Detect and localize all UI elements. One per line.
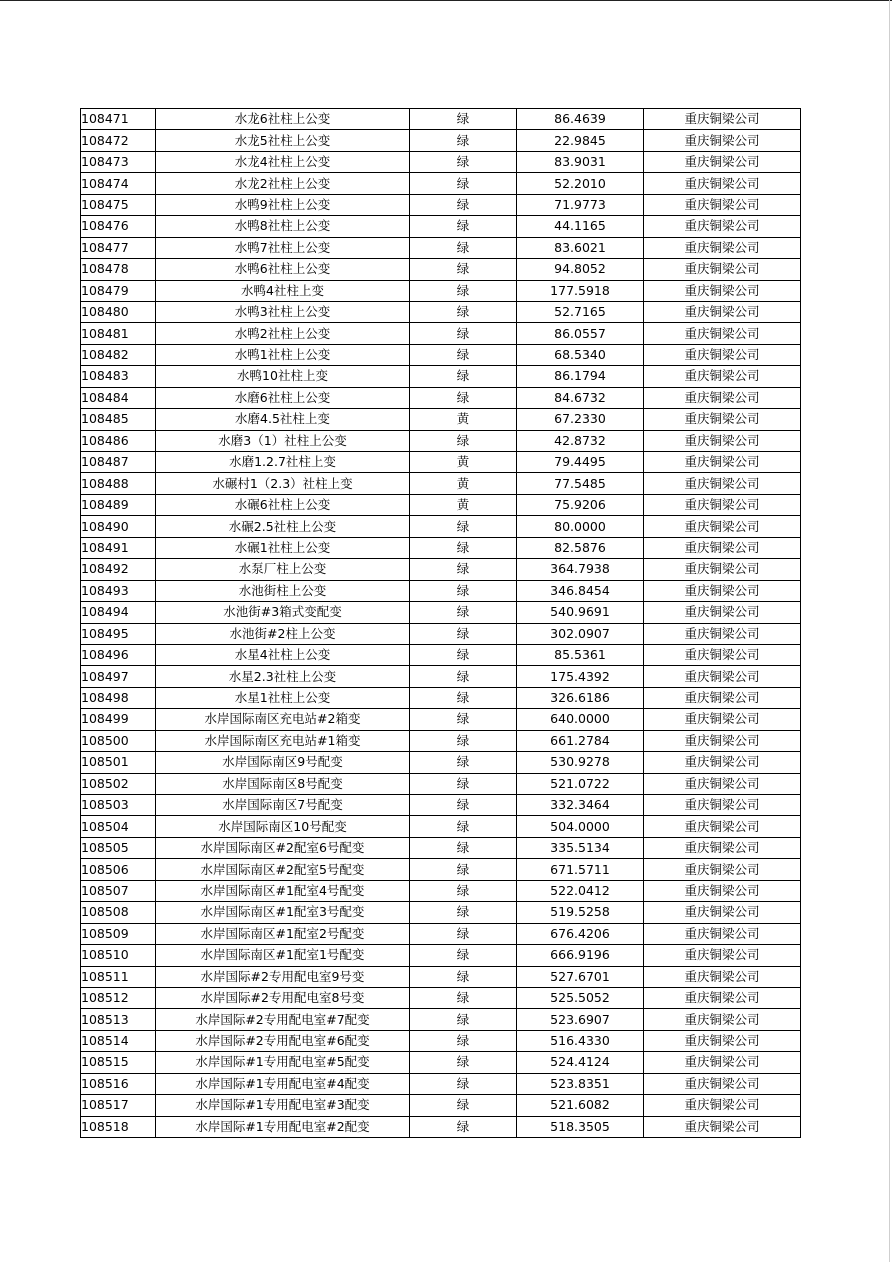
cell-name: 水磨1.2.7社柱上变 xyxy=(156,452,410,473)
cell-name: 水岸国际南区#1配室3号配变 xyxy=(156,902,410,923)
cell-value: 52.2010 xyxy=(517,173,644,194)
cell-name: 水星4社柱上公变 xyxy=(156,644,410,665)
cell-company: 重庆铜梁公司 xyxy=(644,795,801,816)
cell-company: 重庆铜梁公司 xyxy=(644,730,801,751)
cell-status: 绿 xyxy=(410,580,517,601)
cell-value: 364.7938 xyxy=(517,559,644,580)
table-row xyxy=(81,494,801,515)
cell-name: 水龙5社柱上公变 xyxy=(156,130,410,151)
cell-id: 108471 xyxy=(81,109,156,130)
cell-name: 水岸国际#1专用配电室#3配变 xyxy=(156,1095,410,1116)
cell-value: 177.5918 xyxy=(517,280,644,301)
cell-value: 530.9278 xyxy=(517,752,644,773)
cell-status: 绿 xyxy=(410,816,517,837)
table-row xyxy=(81,516,801,537)
cell-value: 75.9206 xyxy=(517,494,644,515)
table-row xyxy=(81,173,801,194)
cell-status: 绿 xyxy=(410,666,517,687)
cell-name: 水岸国际南区#1配室4号配变 xyxy=(156,880,410,901)
cell-company: 重庆铜梁公司 xyxy=(644,1052,801,1073)
cell-value: 519.5258 xyxy=(517,902,644,923)
table-row xyxy=(81,430,801,451)
cell-name: 水岸国际南区#2配室5号配变 xyxy=(156,859,410,880)
cell-value: 527.6701 xyxy=(517,966,644,987)
cell-id: 108484 xyxy=(81,387,156,408)
cell-name: 水鸭10社柱上变 xyxy=(156,366,410,387)
cell-status: 绿 xyxy=(410,923,517,944)
cell-id: 108504 xyxy=(81,816,156,837)
page-right-edge xyxy=(889,0,890,1262)
cell-value: 524.4124 xyxy=(517,1052,644,1073)
table-row xyxy=(81,602,801,623)
table-row xyxy=(81,323,801,344)
table-row xyxy=(81,559,801,580)
cell-id: 108490 xyxy=(81,516,156,537)
cell-value: 332.3464 xyxy=(517,795,644,816)
cell-status: 绿 xyxy=(410,173,517,194)
cell-value: 540.9691 xyxy=(517,602,644,623)
cell-company: 重庆铜梁公司 xyxy=(644,880,801,901)
cell-id: 108494 xyxy=(81,602,156,623)
cell-name: 水岸国际#2专用配电室9号变 xyxy=(156,966,410,987)
table-row xyxy=(81,1095,801,1116)
cell-id: 108502 xyxy=(81,773,156,794)
cell-company: 重庆铜梁公司 xyxy=(644,644,801,665)
table-row xyxy=(81,151,801,172)
cell-id: 108506 xyxy=(81,859,156,880)
cell-company: 重庆铜梁公司 xyxy=(644,945,801,966)
cell-name: 水岸国际南区充电站#2箱变 xyxy=(156,709,410,730)
cell-value: 22.9845 xyxy=(517,130,644,151)
cell-status: 绿 xyxy=(410,1073,517,1094)
cell-id: 108507 xyxy=(81,880,156,901)
cell-value: 77.5485 xyxy=(517,473,644,494)
cell-company: 重庆铜梁公司 xyxy=(644,602,801,623)
page-top-border xyxy=(0,0,892,1)
cell-value: 666.9196 xyxy=(517,945,644,966)
cell-name: 水岸国际#1专用配电室#5配变 xyxy=(156,1052,410,1073)
table-row xyxy=(81,1073,801,1094)
cell-id: 108516 xyxy=(81,1073,156,1094)
cell-company: 重庆铜梁公司 xyxy=(644,109,801,130)
cell-id: 108497 xyxy=(81,666,156,687)
cell-company: 重庆铜梁公司 xyxy=(644,902,801,923)
table-row xyxy=(81,344,801,365)
table-row xyxy=(81,109,801,130)
cell-id: 108498 xyxy=(81,687,156,708)
cell-status: 绿 xyxy=(410,387,517,408)
cell-company: 重庆铜梁公司 xyxy=(644,301,801,322)
cell-name: 水岸国际南区7号配变 xyxy=(156,795,410,816)
table-row xyxy=(81,816,801,837)
cell-value: 52.7165 xyxy=(517,301,644,322)
cell-id: 108503 xyxy=(81,795,156,816)
cell-name: 水岸国际南区9号配变 xyxy=(156,752,410,773)
cell-company: 重庆铜梁公司 xyxy=(644,1009,801,1030)
cell-name: 水龙4社柱上公变 xyxy=(156,151,410,172)
cell-company: 重庆铜梁公司 xyxy=(644,559,801,580)
cell-company: 重庆铜梁公司 xyxy=(644,666,801,687)
table-row xyxy=(81,216,801,237)
cell-status: 绿 xyxy=(410,987,517,1008)
table-row xyxy=(81,1030,801,1051)
cell-name: 水岸国际#2专用配电室8号变 xyxy=(156,987,410,1008)
cell-name: 水磨6社柱上公变 xyxy=(156,387,410,408)
cell-value: 516.4330 xyxy=(517,1030,644,1051)
cell-status: 绿 xyxy=(410,301,517,322)
cell-id: 108478 xyxy=(81,259,156,280)
cell-value: 523.6907 xyxy=(517,1009,644,1030)
cell-value: 335.5134 xyxy=(517,837,644,858)
cell-value: 68.5340 xyxy=(517,344,644,365)
cell-status: 绿 xyxy=(410,730,517,751)
cell-value: 504.0000 xyxy=(517,816,644,837)
table-row xyxy=(81,452,801,473)
table-row xyxy=(81,923,801,944)
cell-id: 108493 xyxy=(81,580,156,601)
cell-status: 绿 xyxy=(410,259,517,280)
cell-id: 108518 xyxy=(81,1116,156,1137)
cell-id: 108500 xyxy=(81,730,156,751)
cell-value: 523.8351 xyxy=(517,1073,644,1094)
cell-company: 重庆铜梁公司 xyxy=(644,1030,801,1051)
cell-company: 重庆铜梁公司 xyxy=(644,151,801,172)
table-body xyxy=(81,109,801,1138)
cell-company: 重庆铜梁公司 xyxy=(644,1116,801,1137)
table-row xyxy=(81,237,801,258)
cell-value: 676.4206 xyxy=(517,923,644,944)
cell-value: 85.5361 xyxy=(517,644,644,665)
cell-company: 重庆铜梁公司 xyxy=(644,1073,801,1094)
cell-value: 71.9773 xyxy=(517,194,644,215)
cell-name: 水岸国际南区充电站#1箱变 xyxy=(156,730,410,751)
cell-value: 522.0412 xyxy=(517,880,644,901)
cell-status: 绿 xyxy=(410,237,517,258)
cell-name: 水岸国际南区#2配室6号配变 xyxy=(156,837,410,858)
cell-status: 绿 xyxy=(410,344,517,365)
cell-status: 绿 xyxy=(410,644,517,665)
table-row xyxy=(81,859,801,880)
cell-company: 重庆铜梁公司 xyxy=(644,987,801,1008)
cell-company: 重庆铜梁公司 xyxy=(644,280,801,301)
cell-id: 108489 xyxy=(81,494,156,515)
cell-value: 175.4392 xyxy=(517,666,644,687)
cell-status: 绿 xyxy=(410,945,517,966)
cell-status: 绿 xyxy=(410,837,517,858)
cell-id: 108476 xyxy=(81,216,156,237)
cell-company: 重庆铜梁公司 xyxy=(644,130,801,151)
cell-id: 108499 xyxy=(81,709,156,730)
cell-company: 重庆铜梁公司 xyxy=(644,387,801,408)
cell-company: 重庆铜梁公司 xyxy=(644,516,801,537)
table-row xyxy=(81,837,801,858)
cell-value: 661.2784 xyxy=(517,730,644,751)
cell-value: 640.0000 xyxy=(517,709,644,730)
table-row xyxy=(81,473,801,494)
cell-id: 108483 xyxy=(81,366,156,387)
cell-status: 黄 xyxy=(410,473,517,494)
table-row xyxy=(81,1009,801,1030)
table-row xyxy=(81,987,801,1008)
cell-id: 108472 xyxy=(81,130,156,151)
cell-company: 重庆铜梁公司 xyxy=(644,430,801,451)
cell-name: 水鸭4社柱上变 xyxy=(156,280,410,301)
table-row xyxy=(81,687,801,708)
table-row xyxy=(81,1116,801,1137)
cell-value: 67.2330 xyxy=(517,409,644,430)
cell-name: 水岸国际#1专用配电室#2配变 xyxy=(156,1116,410,1137)
table-row xyxy=(81,644,801,665)
cell-status: 绿 xyxy=(410,773,517,794)
cell-value: 518.3505 xyxy=(517,1116,644,1137)
cell-company: 重庆铜梁公司 xyxy=(644,216,801,237)
cell-company: 重庆铜梁公司 xyxy=(644,966,801,987)
cell-name: 水岸国际#2专用配电室#7配变 xyxy=(156,1009,410,1030)
table-row xyxy=(81,795,801,816)
cell-name: 水磨3（1）社柱上公变 xyxy=(156,430,410,451)
cell-status: 绿 xyxy=(410,752,517,773)
cell-status: 黄 xyxy=(410,452,517,473)
cell-name: 水岸国际南区#1配室2号配变 xyxy=(156,923,410,944)
table-row xyxy=(81,902,801,923)
cell-id: 108475 xyxy=(81,194,156,215)
cell-id: 108482 xyxy=(81,344,156,365)
cell-value: 671.5711 xyxy=(517,859,644,880)
cell-company: 重庆铜梁公司 xyxy=(644,623,801,644)
cell-company: 重庆铜梁公司 xyxy=(644,837,801,858)
cell-id: 108511 xyxy=(81,966,156,987)
cell-status: 绿 xyxy=(410,194,517,215)
cell-status: 绿 xyxy=(410,323,517,344)
cell-status: 绿 xyxy=(410,280,517,301)
cell-company: 重庆铜梁公司 xyxy=(644,452,801,473)
cell-status: 绿 xyxy=(410,1052,517,1073)
cell-id: 108508 xyxy=(81,902,156,923)
cell-id: 108487 xyxy=(81,452,156,473)
table-row xyxy=(81,773,801,794)
table-row xyxy=(81,880,801,901)
cell-company: 重庆铜梁公司 xyxy=(644,816,801,837)
cell-status: 绿 xyxy=(410,902,517,923)
cell-company: 重庆铜梁公司 xyxy=(644,366,801,387)
table-row xyxy=(81,752,801,773)
cell-name: 水泵厂柱上公变 xyxy=(156,559,410,580)
cell-status: 绿 xyxy=(410,687,517,708)
cell-company: 重庆铜梁公司 xyxy=(644,1095,801,1116)
cell-name: 水岸国际南区#1配室1号配变 xyxy=(156,945,410,966)
cell-id: 108513 xyxy=(81,1009,156,1030)
cell-id: 108496 xyxy=(81,644,156,665)
cell-value: 44.1165 xyxy=(517,216,644,237)
cell-value: 83.9031 xyxy=(517,151,644,172)
cell-value: 525.5052 xyxy=(517,987,644,1008)
cell-name: 水岸国际#1专用配电室#4配变 xyxy=(156,1073,410,1094)
cell-status: 绿 xyxy=(410,880,517,901)
table-row xyxy=(81,1052,801,1073)
table-row xyxy=(81,580,801,601)
cell-id: 108515 xyxy=(81,1052,156,1073)
table-row xyxy=(81,259,801,280)
cell-status: 绿 xyxy=(410,966,517,987)
cell-name: 水鸭9社柱上公变 xyxy=(156,194,410,215)
cell-name: 水龙6社柱上公变 xyxy=(156,109,410,130)
cell-id: 108477 xyxy=(81,237,156,258)
cell-name: 水碾6社柱上公变 xyxy=(156,494,410,515)
table-row xyxy=(81,709,801,730)
cell-name: 水池街#2柱上公变 xyxy=(156,623,410,644)
cell-status: 绿 xyxy=(410,109,517,130)
cell-company: 重庆铜梁公司 xyxy=(644,773,801,794)
cell-company: 重庆铜梁公司 xyxy=(644,259,801,280)
cell-value: 326.6186 xyxy=(517,687,644,708)
cell-id: 108505 xyxy=(81,837,156,858)
cell-name: 水鸭1社柱上公变 xyxy=(156,344,410,365)
cell-name: 水星2.3社柱上公变 xyxy=(156,666,410,687)
cell-status: 绿 xyxy=(410,130,517,151)
cell-status: 黄 xyxy=(410,494,517,515)
cell-status: 绿 xyxy=(410,1030,517,1051)
cell-company: 重庆铜梁公司 xyxy=(644,173,801,194)
cell-id: 108509 xyxy=(81,923,156,944)
cell-name: 水鸭3社柱上公变 xyxy=(156,301,410,322)
cell-id: 108495 xyxy=(81,623,156,644)
cell-name: 水星1社柱上公变 xyxy=(156,687,410,708)
cell-status: 绿 xyxy=(410,602,517,623)
cell-value: 302.0907 xyxy=(517,623,644,644)
cell-status: 黄 xyxy=(410,409,517,430)
cell-value: 83.6021 xyxy=(517,237,644,258)
cell-name: 水碾村1（2.3）社柱上变 xyxy=(156,473,410,494)
cell-id: 108514 xyxy=(81,1030,156,1051)
cell-value: 521.0722 xyxy=(517,773,644,794)
cell-company: 重庆铜梁公司 xyxy=(644,752,801,773)
cell-id: 108501 xyxy=(81,752,156,773)
cell-status: 绿 xyxy=(410,709,517,730)
cell-name: 水岸国际南区8号配变 xyxy=(156,773,410,794)
cell-name: 水龙2社柱上公变 xyxy=(156,173,410,194)
cell-company: 重庆铜梁公司 xyxy=(644,580,801,601)
cell-status: 绿 xyxy=(410,859,517,880)
cell-company: 重庆铜梁公司 xyxy=(644,194,801,215)
cell-company: 重庆铜梁公司 xyxy=(644,537,801,558)
cell-name: 水鸭7社柱上公变 xyxy=(156,237,410,258)
cell-company: 重庆铜梁公司 xyxy=(644,323,801,344)
cell-status: 绿 xyxy=(410,1116,517,1137)
cell-company: 重庆铜梁公司 xyxy=(644,473,801,494)
cell-company: 重庆铜梁公司 xyxy=(644,344,801,365)
cell-name: 水鸭2社柱上公变 xyxy=(156,323,410,344)
table-row xyxy=(81,966,801,987)
cell-status: 绿 xyxy=(410,559,517,580)
cell-company: 重庆铜梁公司 xyxy=(644,494,801,515)
cell-value: 521.6082 xyxy=(517,1095,644,1116)
table-row xyxy=(81,301,801,322)
cell-company: 重庆铜梁公司 xyxy=(644,409,801,430)
cell-id: 108491 xyxy=(81,537,156,558)
cell-value: 346.8454 xyxy=(517,580,644,601)
cell-id: 108486 xyxy=(81,430,156,451)
cell-name: 水磨4.5社柱上变 xyxy=(156,409,410,430)
transformer-table xyxy=(80,108,801,1138)
table-row xyxy=(81,945,801,966)
cell-value: 79.4495 xyxy=(517,452,644,473)
cell-name: 水碾2.5社柱上公变 xyxy=(156,516,410,537)
cell-value: 94.8052 xyxy=(517,259,644,280)
cell-status: 绿 xyxy=(410,795,517,816)
cell-company: 重庆铜梁公司 xyxy=(644,859,801,880)
cell-value: 86.4639 xyxy=(517,109,644,130)
cell-name: 水岸国际南区10号配变 xyxy=(156,816,410,837)
cell-name: 水碾1社柱上公变 xyxy=(156,537,410,558)
cell-value: 84.6732 xyxy=(517,387,644,408)
cell-status: 绿 xyxy=(410,1095,517,1116)
cell-name: 水池街柱上公变 xyxy=(156,580,410,601)
cell-id: 108474 xyxy=(81,173,156,194)
table-row xyxy=(81,730,801,751)
cell-name: 水鸭8社柱上公变 xyxy=(156,216,410,237)
cell-status: 绿 xyxy=(410,366,517,387)
table-row xyxy=(81,666,801,687)
cell-status: 绿 xyxy=(410,516,517,537)
cell-id: 108481 xyxy=(81,323,156,344)
cell-id: 108510 xyxy=(81,945,156,966)
table-row xyxy=(81,280,801,301)
cell-id: 108479 xyxy=(81,280,156,301)
cell-id: 108480 xyxy=(81,301,156,322)
table-row xyxy=(81,387,801,408)
cell-status: 绿 xyxy=(410,151,517,172)
cell-name: 水岸国际#2专用配电室#6配变 xyxy=(156,1030,410,1051)
cell-id: 108492 xyxy=(81,559,156,580)
cell-company: 重庆铜梁公司 xyxy=(644,923,801,944)
table-row xyxy=(81,623,801,644)
cell-value: 80.0000 xyxy=(517,516,644,537)
cell-id: 108473 xyxy=(81,151,156,172)
cell-name: 水鸭6社柱上公变 xyxy=(156,259,410,280)
cell-value: 86.1794 xyxy=(517,366,644,387)
cell-id: 108488 xyxy=(81,473,156,494)
table-row xyxy=(81,409,801,430)
cell-value: 86.0557 xyxy=(517,323,644,344)
cell-name: 水池街#3箱式变配变 xyxy=(156,602,410,623)
cell-value: 42.8732 xyxy=(517,430,644,451)
cell-company: 重庆铜梁公司 xyxy=(644,687,801,708)
cell-id: 108517 xyxy=(81,1095,156,1116)
table-row xyxy=(81,537,801,558)
cell-status: 绿 xyxy=(410,430,517,451)
table-row xyxy=(81,194,801,215)
cell-company: 重庆铜梁公司 xyxy=(644,709,801,730)
table-row xyxy=(81,366,801,387)
cell-status: 绿 xyxy=(410,537,517,558)
cell-status: 绿 xyxy=(410,1009,517,1030)
cell-company: 重庆铜梁公司 xyxy=(644,237,801,258)
table-row xyxy=(81,130,801,151)
cell-id: 108485 xyxy=(81,409,156,430)
cell-status: 绿 xyxy=(410,623,517,644)
cell-status: 绿 xyxy=(410,216,517,237)
cell-id: 108512 xyxy=(81,987,156,1008)
cell-value: 82.5876 xyxy=(517,537,644,558)
